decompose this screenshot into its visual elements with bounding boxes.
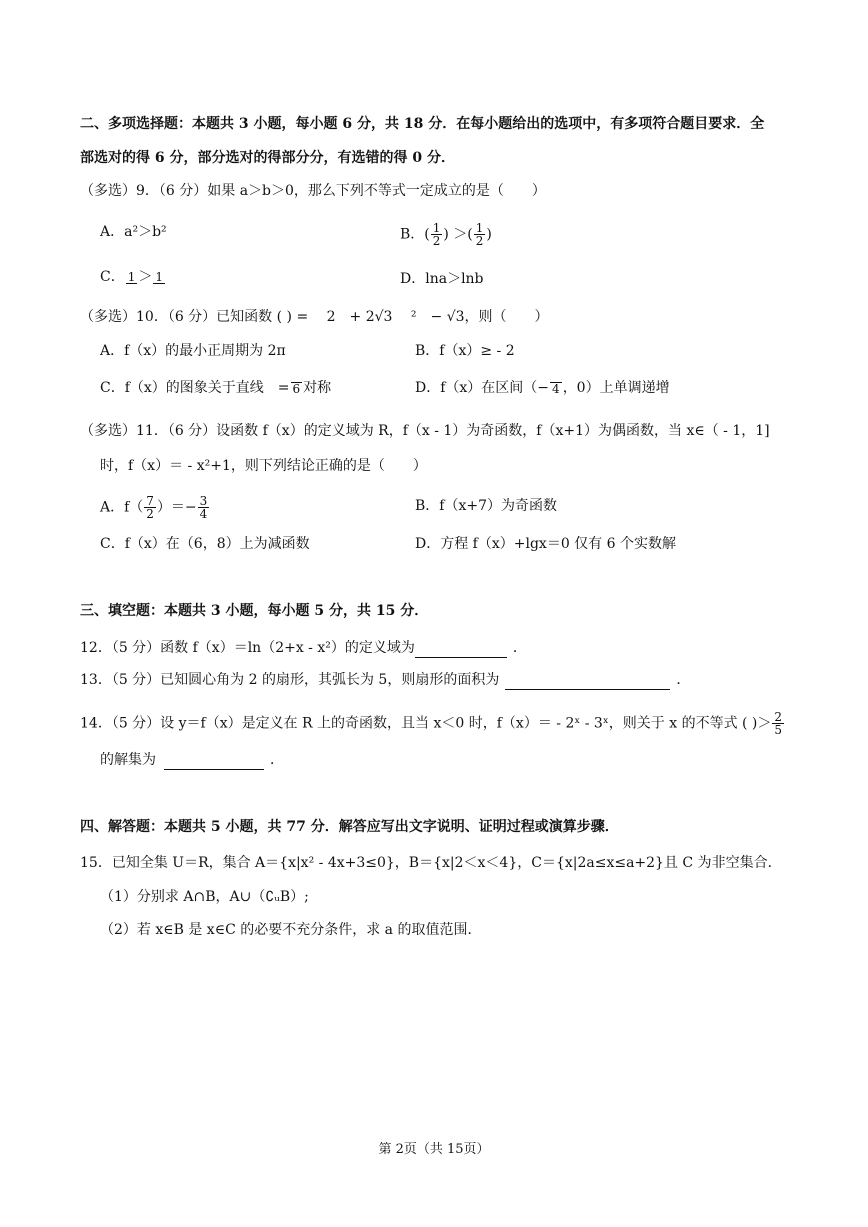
q10-d-frac	[550, 382, 562, 395]
q13-stem: 13．（5 分）已知圆心角为 2 的扇形，其弧长为 5，则扇形的面积为	[80, 672, 500, 688]
q9-stem: （多选）9．（6 分）如果 a＞b＞0，那么下列不等式一定成立的是（ ）	[80, 183, 546, 199]
q10-stem: （多选）10．（6 分）已知函数 ( ) = 2 + 2√3 ² − √3，则（ ）	[80, 309, 549, 325]
page-footer: 第 2页（共 15页）	[378, 1142, 490, 1157]
q14-answer-blank[interactable]	[164, 755, 264, 770]
q11-option-a	[100, 495, 210, 520]
q9-c-pre: C．	[100, 269, 125, 285]
q9-b-frac1-num: 1	[432, 221, 441, 235]
q9-b-frac2-den: 2	[475, 234, 484, 248]
q9-b-frac2	[474, 222, 486, 247]
q11-stem-line2: 时，f（x）＝ - x²+1，则下列结论正确的是（ ）	[100, 458, 427, 474]
q11-a-pre: A．f（	[100, 499, 144, 516]
q11-a-frac2	[198, 495, 210, 520]
q13-text	[80, 670, 690, 690]
q11-a-mid: ）＝−	[156, 499, 197, 516]
q13-answer-blank[interactable]	[505, 675, 670, 690]
q14-frac	[772, 711, 784, 736]
q12-answer-blank[interactable]	[415, 643, 507, 658]
q11-a-frac1-den: 2	[146, 507, 154, 521]
q11-option-b: B．f（x+7）为奇函数	[415, 498, 558, 514]
q14-frac-den: 5	[774, 723, 783, 737]
q9-c-frac2-num: 1	[155, 269, 163, 284]
q9-option-b	[400, 222, 492, 247]
q14-frac-num: 2	[774, 710, 783, 724]
q11-a-frac2-num: 3	[199, 494, 208, 508]
q9-b-frac1	[431, 222, 443, 247]
q12-end: ．	[512, 640, 527, 656]
q10-c-frac	[291, 382, 303, 395]
q10-option-a: A．f（x）的最小正周期为 2π	[100, 343, 286, 359]
q11-a-frac1	[144, 495, 156, 520]
q12-stem: 12．（5 分）函数 f（x）＝ln（2+x - x²）的定义域为	[80, 640, 415, 656]
q15-stem: 15．已知全集 U＝R，集合 A＝{x|x² - 4x+3≤0}，B＝{x|2＜x＜4}，C＝{x|2a≤x≤a+2}且 C 为非空集合．	[80, 855, 782, 871]
q9-c-frac1	[126, 271, 138, 284]
q10-option-b: B．f（x）≥ - 2	[415, 343, 515, 359]
q9-b-mid: ) ＞(	[443, 226, 473, 243]
q10-c-pre: C．f（x）的图象关于直线 =	[100, 380, 290, 396]
q10-c-post: 对称	[303, 380, 332, 396]
section2-header-line1: 二、多项选择题：本题共 3 小题，每小题 6 分，共 18 分．在每小题给出的选项中，有多项符合题目要求．全	[80, 116, 765, 132]
q9-option-d: D．lna＞lnb	[400, 271, 484, 287]
q9-c-mid: ＞	[138, 269, 153, 285]
q9-b-frac1-den: 2	[432, 234, 441, 248]
q9-option-a: A．a²＞b²	[100, 224, 167, 240]
q11-option-d: D．方程 f（x）+lgx＝0 仅有 6 个实数解	[415, 536, 676, 552]
q15-part2: （2）若 x∈B 是 x∈C 的必要不充分条件，求 a 的取值范围．	[100, 922, 482, 938]
q14-stem: 14．（5 分）设 y＝f（x）是定义在 R 上的奇函数，且当 x＜0 时，f（x）＝ - 2ˣ - 3ˣ，则关于 x 的不等式 ( )＞	[80, 715, 772, 732]
q9-b-pre: B．(	[400, 226, 430, 243]
q9-c-frac1-num: 1	[127, 269, 136, 284]
q13-end: ．	[676, 672, 691, 688]
q15-part1: （1）分别求 A∩B，A∪（∁ᵤB）;	[100, 889, 309, 905]
section4-header: 四、解答题：本题共 5 小题，共 77 分．解答应写出文字说明、证明过程或演算步骤．	[80, 819, 619, 835]
q14-stem-2: 的解集为	[100, 752, 156, 768]
q12-text	[80, 638, 527, 658]
q14-end: ．	[270, 752, 284, 768]
q14-line2	[100, 750, 284, 770]
q10-d-post: ，0）上单调递增	[562, 380, 670, 396]
q10-c-frac-den: 6	[292, 381, 301, 396]
q9-b-post: )	[486, 226, 492, 243]
q9-b-frac2-num: 1	[475, 221, 484, 235]
q11-stem-line1: （多选）11．（6 分）设函数 f（x）的定义域为 R，f（x - 1）为奇函数，f（x+1）为偶函数，当 x∈（ - 1，1]	[80, 423, 770, 439]
q11-a-frac1-num: 7	[146, 494, 154, 508]
q14-line1	[80, 711, 785, 736]
q9-c-frac2	[153, 271, 165, 284]
q10-option-d	[415, 378, 670, 398]
q10-option-c	[100, 378, 331, 398]
q11-option-c: C．f（x）在（6，8）上为减函数	[100, 536, 310, 552]
q10-d-pre: D．f（x）在区间（−	[415, 380, 550, 396]
q9-option-c	[100, 267, 166, 287]
q11-a-frac2-den: 4	[199, 507, 208, 521]
q10-d-frac-den: 4	[552, 381, 560, 396]
section2-header-line2: 部选对的得 6 分，部分选对的得部分分，有选错的得 0 分．	[80, 150, 455, 166]
section3-header: 三、填空题：本题共 3 小题，每小题 5 分，共 15 分．	[80, 603, 429, 619]
